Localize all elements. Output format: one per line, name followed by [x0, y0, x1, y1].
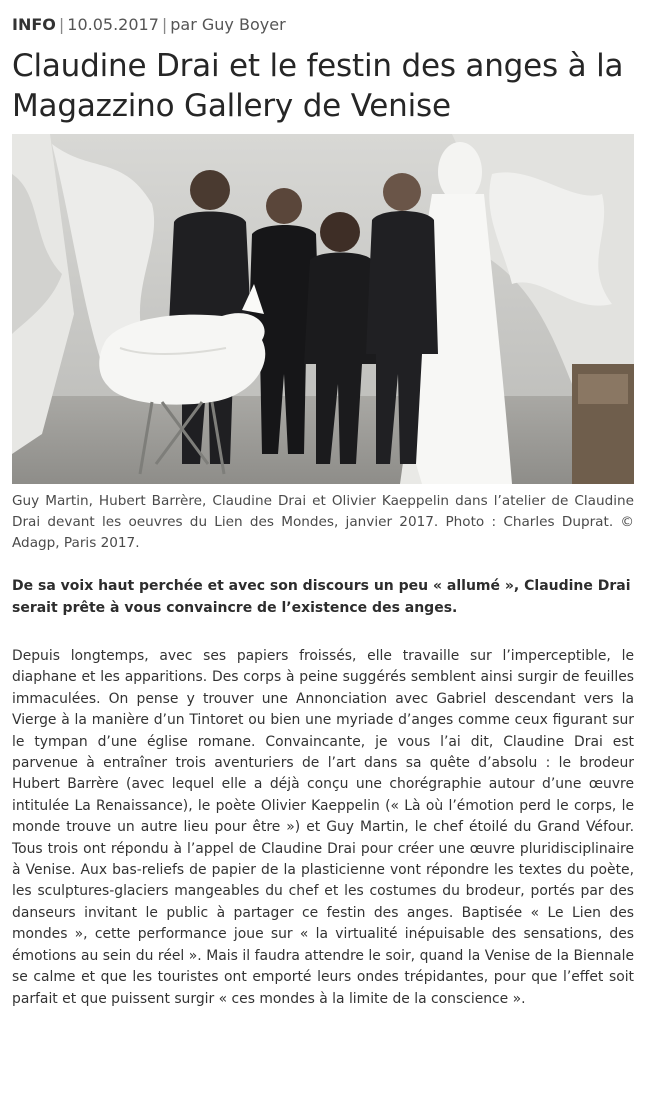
meta-separator-2: |: [161, 15, 168, 34]
article-lede: De sa voix haut perchée et avec son discours un peu « allumé », Claudine Drai serait prête à vous convaincre de l’existence des anges.: [12, 578, 631, 616]
article-meta: [12, 14, 286, 36]
article-body: Depuis longtemps, avec ses papiers froissés, elle travaille sur l’imperceptible, le diaphane et les apparitions. Des corps à peine suggérés semblent ainsi surgir de feuilles immaculées. On pense y trouver une Annonciation avec Gabriel descendant vers la Vierge à la manière d’un Tintoret ou bien une myriade d’anges comme ceux figurant sur le tympan d’une église romane. Convaincante, je vous l’ai dit, Claudine Drai est parvenue à entraîner trois aventuriers de l’art dans sa quête d’absolu : le brodeur Hubert Barrère (avec lequel elle a déjà conçu une chorégraphie autour d’une œuvre intitulée La Renaissance), le poète Olivier Kaeppelin (« Là où l’émotion perd le corps, le monde trouve un autre lieu pour être ») et Guy Martin, le chef étoilé du Grand Véfour. Tous trois ont répondu à l’appel de Claudine Drai pour créer une œuvre pluridisciplinaire à Venise. Aux bas-reliefs de papier de la plasticienne vont répondre les textes du poète, les sculptures-glaciers mangeables du chef et les costumes du brodeur, portés par des danseurs invitant le public à partager ce festin des anges. Baptisée « Le Lien des mondes », cette performance joue sur « la virtualité inépuisable des sensations, des émotions au sein du réel ». Mais il faudra attendre le soir, quand la Venise de la Biennale se calme et que les touristes ont emporté leurs ondes trépidantes, pour que l’effet soit parfait et que puissent surgir « ces mondes à la limite de la conscience ».: [12, 648, 634, 1007]
category-label[interactable]: INFO: [12, 15, 56, 34]
publish-date: 10.05.2017: [67, 15, 159, 34]
article-photo[interactable]: [12, 134, 634, 484]
photo-illustration: [12, 134, 634, 484]
author-byline[interactable]: par Guy Boyer: [170, 15, 286, 34]
meta-separator: |: [58, 15, 65, 34]
image-caption: Guy Martin, Hubert Barrère, Claudine Drai et Olivier Kaeppelin dans l’atelier de Claudine Drai devant les oeuvres du Lien des Mondes, janvier 2017. Photo : Charles Duprat. © Adagp, Paris 2017.: [12, 493, 634, 551]
article-title: Claudine Drai et le festin des anges à la Magazzino Gallery de Venise: [12, 48, 624, 124]
